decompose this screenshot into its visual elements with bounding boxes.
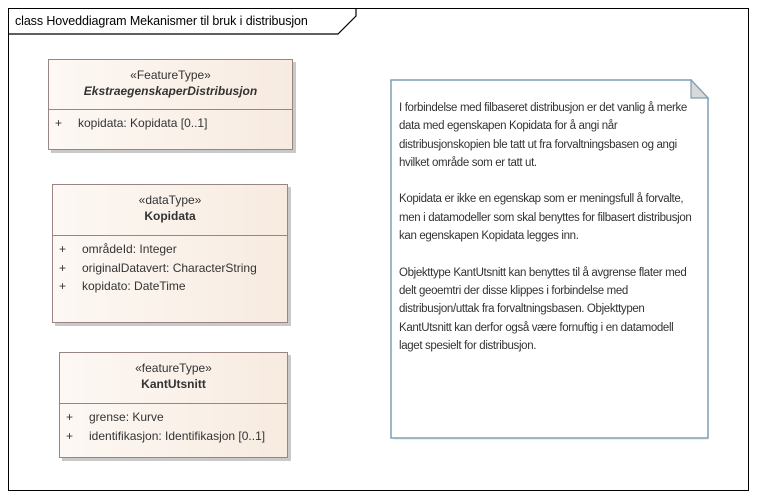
class-name: KantUtsnitt: [141, 377, 206, 391]
class-header: [49, 60, 292, 110]
attribute-text: kopidata: Kopidata [0..1]: [78, 116, 208, 130]
attribute-row: [66, 427, 287, 446]
attribute-row: [59, 259, 287, 278]
class-attributes: [49, 110, 292, 133]
note-paragraph: I forbindelse med filbaseret distribusjon er det vanlig å merke data med egenskapen Kopidata for å angi når distribusjonskopien ble tatt ut fra forvaltningsbasen og angi hvilket område som er tatt ut.: [399, 102, 687, 169]
attribute-row: [55, 114, 292, 133]
visibility-marker: +: [59, 279, 67, 293]
class-header: [60, 353, 287, 404]
note-paragraph: Kopidata er ikke en egenskap som er meningsfull å forvalte, men i datamodeller som skal benyttes for filbasert distribusjon kan egenskapen Kopidata legges inn.: [399, 193, 692, 243]
note[interactable]: [390, 79, 709, 439]
attribute-text: områdeId: Integer: [82, 242, 177, 256]
visibility-marker: +: [66, 410, 74, 424]
attribute-row: [59, 277, 287, 296]
attribute-text: originalDatavert: CharacterString: [82, 260, 257, 275]
class-attributes: [53, 236, 287, 296]
visibility-marker: +: [59, 242, 67, 256]
class-stereotype: «dataType»: [138, 193, 202, 207]
visibility-marker: +: [59, 260, 67, 275]
class-stereotype: «featureType»: [135, 361, 212, 375]
class-ekstraegenskaper-distribusjon[interactable]: [48, 59, 293, 150]
class-kopidata[interactable]: [52, 184, 288, 323]
class-name: EkstraegenskaperDistribusjon: [83, 84, 258, 98]
class-attributes: [60, 404, 287, 445]
note-text: [399, 99, 699, 373]
class-name: Kopidata: [144, 209, 196, 223]
visibility-marker: +: [55, 116, 63, 130]
class-header: [53, 185, 287, 236]
class-stereotype: «FeatureType»: [130, 68, 211, 82]
attribute-row: [59, 240, 287, 259]
diagram-title: class Hoveddiagram Mekanismer til bruk i distribusjon: [15, 14, 308, 28]
attribute-text: identifikasjon: Identifikasjon [0..1]: [89, 428, 266, 443]
attribute-text: grense: Kurve: [89, 410, 164, 424]
visibility-marker: +: [66, 428, 74, 443]
note-paragraph: Objekttype KantUtsnitt kan benyttes til å avgrense flater med delt geoemtri der disse klippes i forbindelse med distribusjon/uttak fra forvaltningsbasen. Objekttypen KantUtsnitt kan derfor også være fornuftig i en datamodell laget spesielt for distribusjon.: [399, 266, 687, 352]
attribute-text: kopidato: DateTime: [82, 279, 186, 293]
class-kantutsnitt[interactable]: [59, 352, 288, 458]
attribute-row: [66, 408, 287, 427]
